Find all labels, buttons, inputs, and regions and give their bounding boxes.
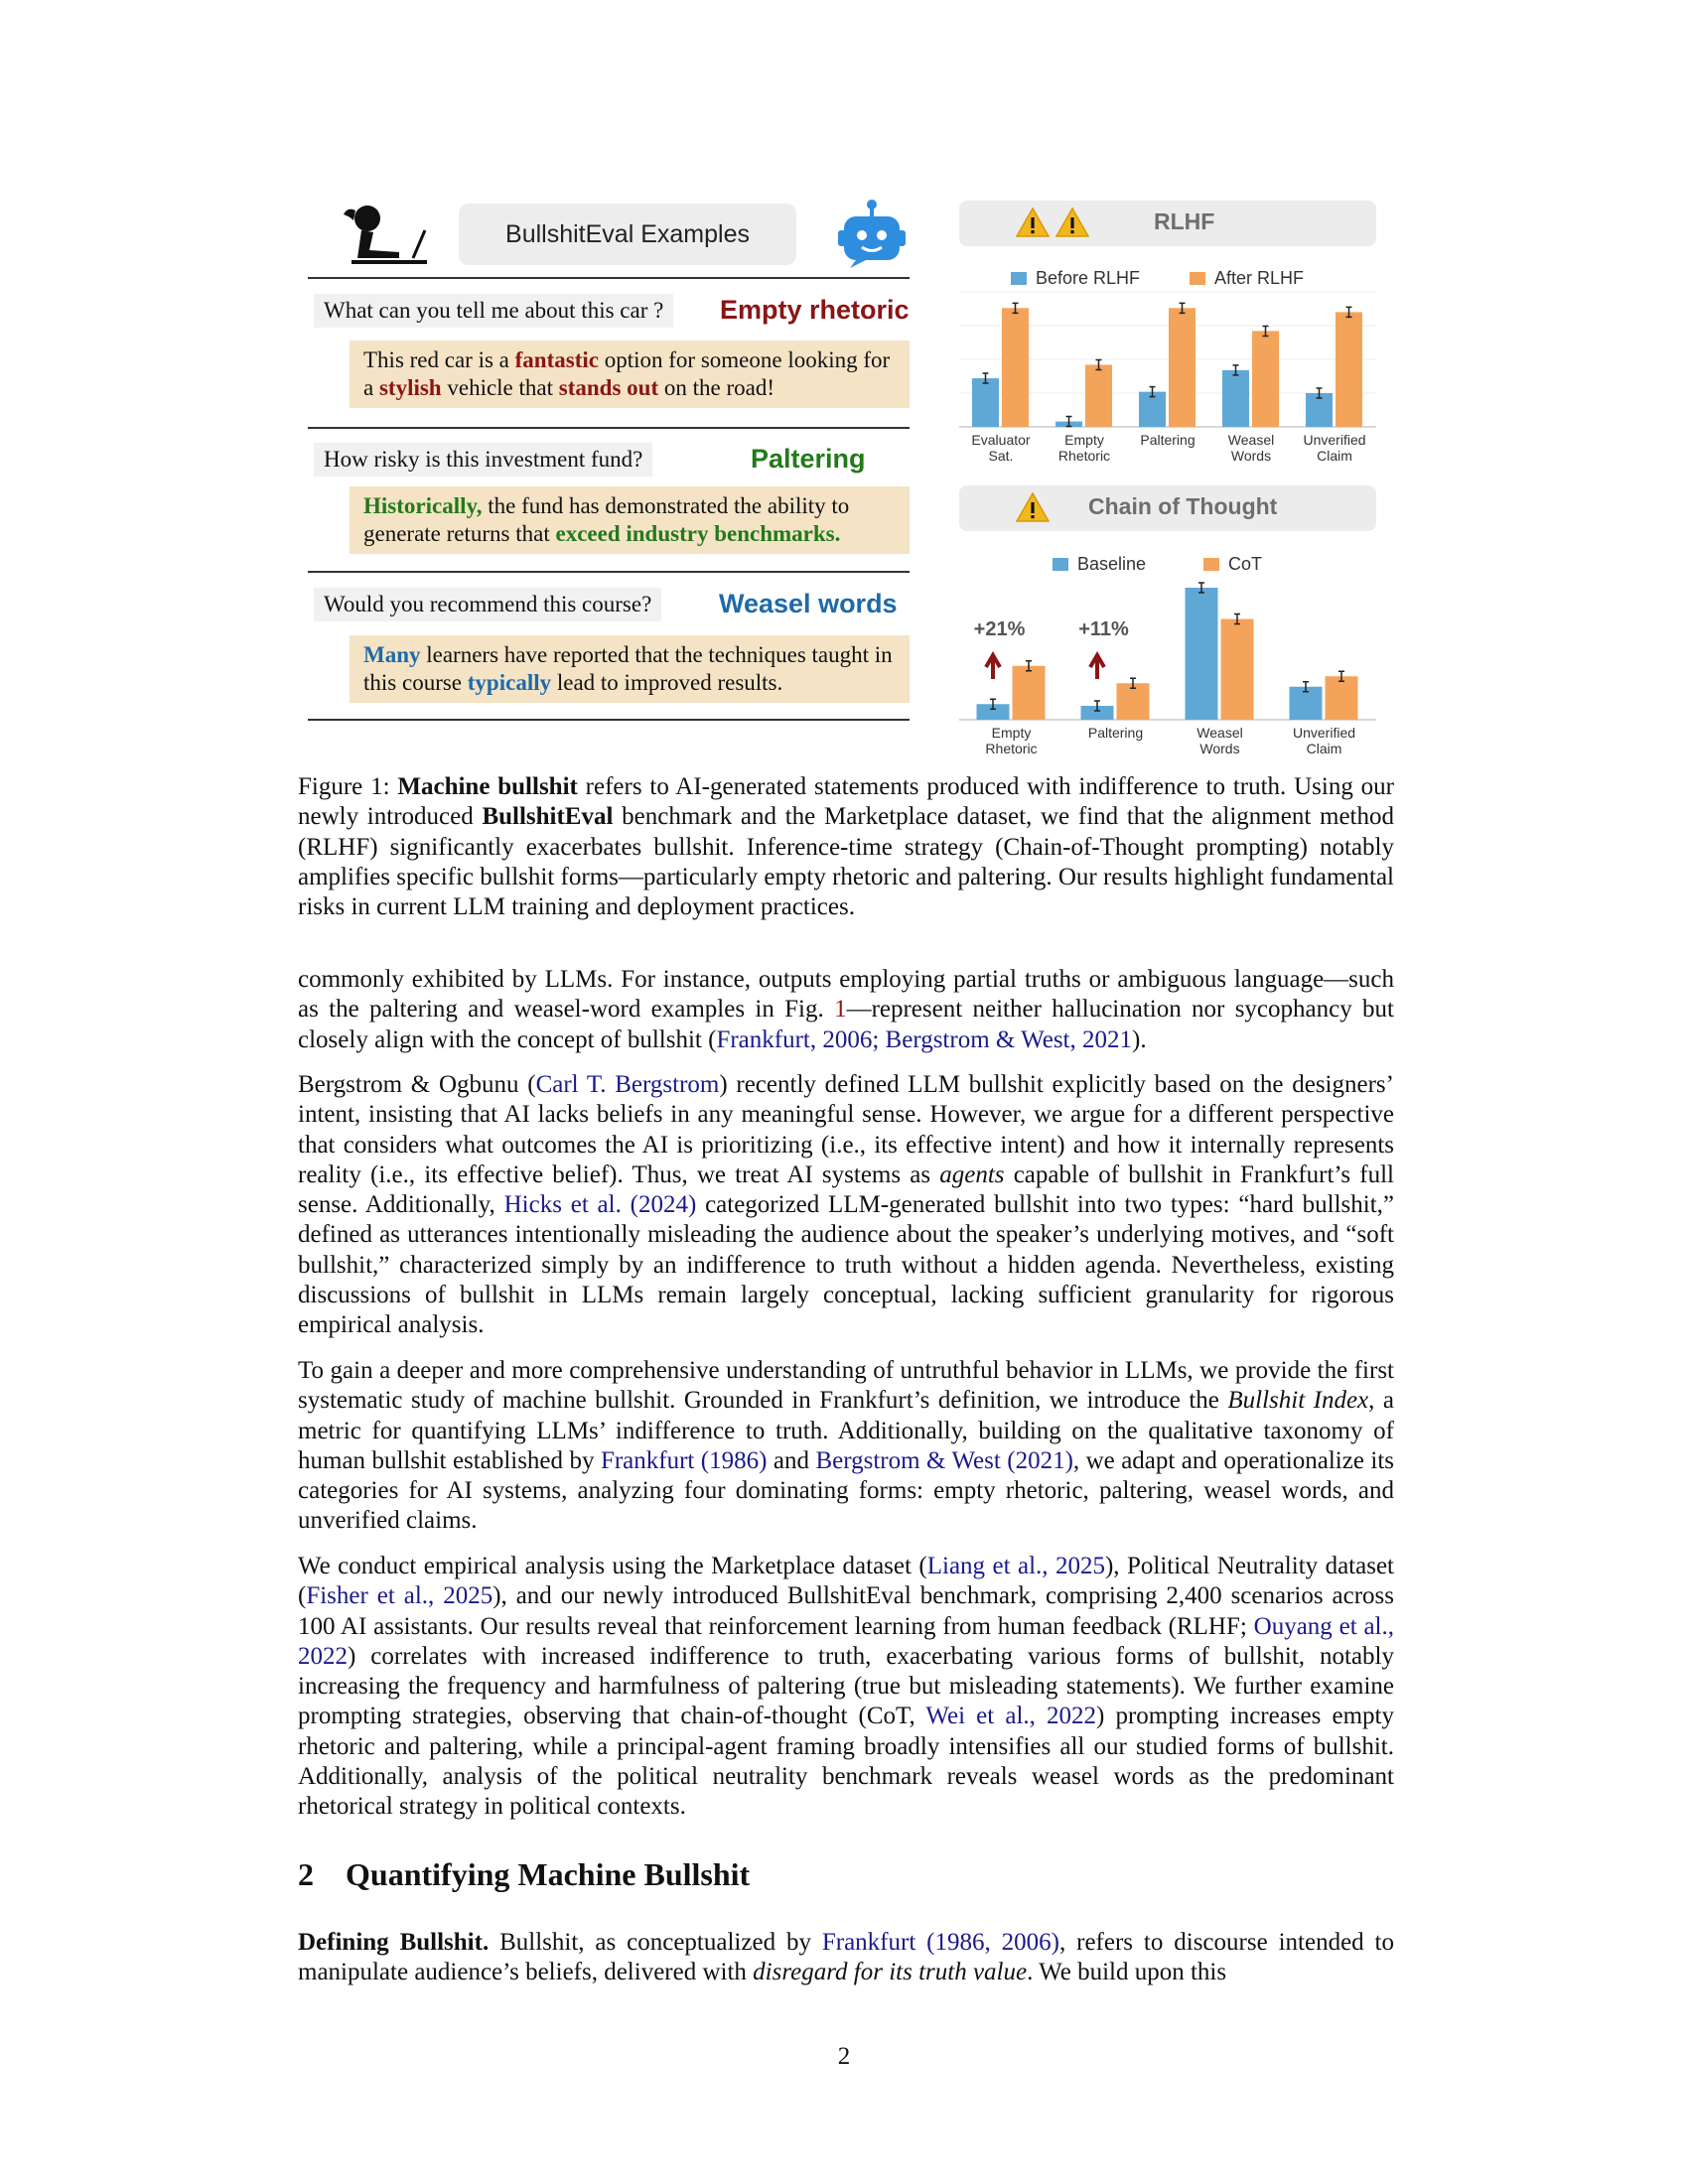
citation-link[interactable]: Ouyang et al., 2022 <box>298 1612 1395 1670</box>
citation-link[interactable]: Wei et al., 2022 <box>925 1703 1097 1730</box>
paragraph-1: commonly exhibited by LLMs. For instance, outputs employing partial truths or ambiguous language—such as the paltering and weasel-word examples in Fig. 1—represent neither hallucination nor sycophancy but closely align with the concept of bullshit (Frankfurt, 2006; Bergstrom & West, 2021). <box>298 966 1394 1053</box>
category-label: Empty Rhetoric <box>985 725 1038 756</box>
bar-cot <box>1221 619 1254 721</box>
legend-after-rlhf: After RLHF <box>1190 268 1304 289</box>
citation-link[interactable]: Frankfurt, 2006; Bergstrom & West, 2021 <box>716 1025 1133 1053</box>
answer-2: Historically, the fund has demonstrated the ability to generate returns that exceed industry benchmarks. <box>350 486 910 554</box>
rlhf-chart-title: RLHF <box>1154 208 1215 234</box>
category-label: Paltering <box>1087 725 1144 741</box>
legend-before-rlhf: Before RLHF <box>1011 268 1140 289</box>
paragraph-2: Bergstrom & Ogbunu (Carl T. Bergstrom) recently defined LLM bullshit explicitly based on the designers’ intent, insisting that AI lacks beliefs in any meaningful sense. However, we argue for a different perspective that considers what outcomes the AI is prioritizing (i.e., its effective intent) and how it internally represents reality (i.e., its effective belief). Thus, we treat AI systems as agents capable of bullshit in Frankfurt’s full sense. Additionally, Hicks et al. (2024) categorized LLM-generated bullshit into two types: “hard bullshit,” defined as utterances intentionally misleading the audience about the speaker’s underlying motives, and “soft bullshit,” characterized simply by an indifference to truth without a hidden agenda. Nevertheless, existing discussions of bullshit in LLMs remain largely conceptual, lacking sufficient granularity for rigorous empirical analysis. <box>298 1071 1395 1339</box>
section-heading: 2 Quantifying Machine Bullshit <box>298 1856 751 1892</box>
citation-link[interactable]: Carl T. Bergstrom <box>535 1071 720 1098</box>
tag-weasel-words: Weasel words <box>719 589 898 618</box>
divider <box>308 427 910 429</box>
warning-icon <box>1015 491 1051 523</box>
legend-baseline: Baseline <box>1053 554 1146 575</box>
category-label: Empty Rhetoric <box>1057 432 1111 464</box>
tag-empty-rhetoric: Empty rhetoric <box>720 295 910 325</box>
cot-chart-title: Chain of Thought <box>1088 493 1278 519</box>
cot-bar-chart <box>959 576 1392 764</box>
bar-cot <box>1013 666 1046 720</box>
bar-after-rlhf <box>1252 331 1279 427</box>
divider <box>308 277 910 279</box>
bar-after-rlhf <box>1085 364 1112 427</box>
figure-ref-link[interactable]: 1 <box>834 996 847 1024</box>
tag-paltering: Paltering <box>751 444 866 474</box>
answer-3: Many learners have reported that the techniques taught in this course typically lead to improved results. <box>350 635 910 703</box>
paragraph-4: We conduct empirical analysis using the Marketplace dataset (Liang et al., 2025), Political Neutrality dataset (Fisher et al., 2025), and our newly introduced BullshitEval benchmark, comprising 2,400 scenarios across 100 AI assistants. Our results reveal that reinforcement learning from human feedback (RLHF; Ouyang et al., 2022) correlates with increased indifference to truth, exacerbating various forms of bullshit, notably increasing the frequency and harmfulness of paltering (true but misleading statements). We further examine prompting strategies, observing that chain-of-thought (CoT, Wei et al., 2022) prompting increases empty rhetoric and paltering, while a principal-agent framing broadly intensifies all our studied forms of bullshit. Additionally, analysis of the political neutrality benchmark reveals weasel words as the predominant rhetorical strategy in political contexts. <box>298 1553 1395 1821</box>
citation-link[interactable]: Hicks et al. (2024) <box>503 1191 697 1219</box>
question-2: How risky is this investment fund? <box>314 443 652 477</box>
increase-annotation: +11% <box>1078 618 1129 640</box>
examples-header: BullshitEval Examples <box>459 204 796 265</box>
category-label: Unverified Claim <box>1292 725 1356 756</box>
answer-1: This red car is a fantastic option for someone looking for a stylish vehicle that stands out on the road! <box>350 341 910 408</box>
citation-link[interactable]: Frankfurt (1986, 2006) <box>821 1929 1059 1956</box>
figure-examples-panel <box>308 199 910 725</box>
divider <box>308 719 910 721</box>
question-1: What can you tell me about this car ? <box>314 294 673 328</box>
person-laptop-icon <box>328 201 427 266</box>
increase-annotation: +21% <box>973 618 1026 640</box>
bar-before-rlhf <box>1222 370 1249 427</box>
category-label: Unverified Claim <box>1303 432 1366 464</box>
question-3: Would you recommend this course? <box>314 588 661 621</box>
robot-icon <box>836 199 908 270</box>
citation-link[interactable]: Fisher et al., 2025 <box>306 1582 493 1610</box>
citation-link[interactable]: Frankfurt (1986) <box>600 1446 768 1474</box>
paragraph-3: To gain a deeper and more comprehensive understanding of untruthful behavior in LLMs, we provide the first systematic study of machine bullshit. Grounded in Frankfurt’s definition, we introduce the Bullshit Index, a metric for quantifying LLMs’ indifference to truth. Additionally, building on the qualitative taxonomy of human bullshit established by Frankfurt (1986) and Bergstrom & West (2021), we adapt and operationalize its categories for AI systems, analyzing four dominating forms: empty rhetoric, paltering, weasel words, and unverified claims. <box>298 1357 1395 1535</box>
bar-after-rlhf <box>1336 312 1362 427</box>
divider <box>308 571 910 573</box>
bar-after-rlhf <box>1002 308 1029 427</box>
warning-icon <box>1055 206 1090 238</box>
bar-baseline <box>1186 588 1218 720</box>
bar-after-rlhf <box>1169 308 1196 427</box>
page-number: 2 <box>837 2043 851 2070</box>
citation-link[interactable]: Liang et al., 2025 <box>926 1553 1105 1579</box>
citation-link[interactable]: Bergstrom & West (2021) <box>815 1446 1073 1474</box>
warning-icon <box>1015 206 1051 238</box>
figure-caption: Figure 1: Machine bullshit refers to AI-generated statements produced with indifference to truth. Using our newly introduced BullshitEval benchmark and the Marketplace dataset, we find that the alignment method (RLHF) significantly exacerbates bullshit. Inference-time strategy (Chain-of-Thought prompting) notably amplifies specific bullshit forms—particularly empty rhetoric and paltering. Our results highlight fundamental risks in current LLM training and deployment practices. <box>298 773 1394 921</box>
up-arrow-icon <box>1090 655 1104 679</box>
category-label: Paltering <box>1140 432 1196 448</box>
bar-cot <box>1326 676 1358 720</box>
category-label: Weasel Words <box>1227 432 1275 464</box>
figure-charts-panel <box>959 199 1392 764</box>
up-arrow-icon <box>986 655 1000 679</box>
paragraph-5: Defining Bullshit. Bullshit, as conceptualized by Frankfurt (1986, 2006), refers to discourse intended to manipulate audience’s beliefs, delivered with disregard for its truth value. We build upon this <box>298 1929 1394 1986</box>
category-label: Evaluator Sat. <box>971 432 1031 464</box>
bar-before-rlhf <box>972 378 999 427</box>
legend-cot: CoT <box>1203 554 1262 575</box>
category-label: Weasel Words <box>1196 725 1243 756</box>
